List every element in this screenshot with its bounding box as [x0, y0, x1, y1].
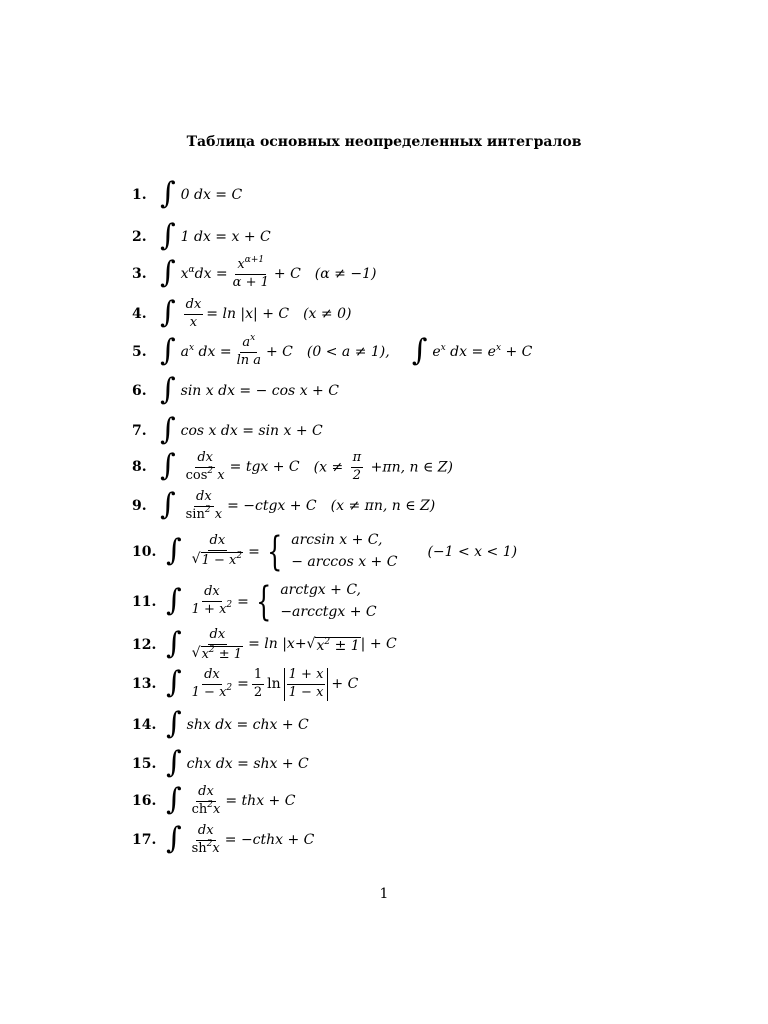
formula-fraction: $\frac{dx}{\sin^2 x}$	[185, 489, 223, 522]
integral-sign-icon: ∫	[166, 626, 182, 662]
formula-row-4	[132, 295, 352, 331]
formula-equals: =	[237, 676, 249, 693]
formula-number: 6.	[132, 383, 147, 399]
formula-body: cos x dx = sin x + C	[180, 423, 323, 439]
formula-fraction: $\frac{dx}{ch^2x}$	[191, 784, 221, 817]
integral-sign-icon: ∫	[166, 821, 182, 857]
formula-body: 0 dx = C	[180, 187, 243, 203]
integral-sign-icon: ∫	[166, 782, 182, 818]
formula-rhs: + C	[273, 266, 301, 283]
formula-number: 15.	[132, 756, 157, 772]
integral-sign-icon: ∫	[160, 295, 176, 331]
formula-row-17	[132, 821, 315, 857]
formula-row-9	[132, 487, 436, 523]
formula-row-5	[132, 333, 533, 369]
formula-rhs: = ln |x| + C	[206, 306, 290, 323]
formula-fraction: $\frac{dx}{\cos^2 x}$	[185, 450, 225, 483]
formula-extra: $e^x$ dx = $e^x + C$	[432, 343, 533, 361]
formula-fraction: dx √ $x^2 \pm 1$	[191, 627, 243, 662]
formula-number: 17.	[132, 832, 157, 849]
formula-row-16	[132, 782, 296, 818]
integral-sign-icon: ∫	[166, 706, 182, 741]
formula-row-7	[132, 412, 323, 447]
formula-body: 1 dx = x + C	[180, 229, 271, 245]
formula-fraction: dx √ $1 - x^2$	[191, 533, 243, 569]
formula-condition: (x ≠ $\frac{\pi}{2}$ +πn, n ∈ Z)	[313, 450, 453, 483]
formula-row-15	[132, 745, 309, 780]
formula-body: shx dx = chx + C	[186, 717, 309, 733]
formula-lhs: $x^\alpha dx$ =	[180, 265, 228, 283]
formula-rhs: = tgx + C	[229, 459, 300, 476]
integral-sign-icon: ∫	[166, 532, 182, 568]
integral-sign-icon: ∫	[160, 487, 176, 523]
formula-number: 3.	[132, 266, 147, 283]
formula-number: 8.	[132, 459, 147, 476]
formula-number: 12.	[132, 637, 157, 654]
formula-fraction: $\frac{dx}{sh^2x}$	[191, 823, 220, 856]
formula-half: $\frac{1}{2}$	[253, 667, 263, 700]
formula-body: chx dx = shx + C	[186, 756, 309, 772]
formula-condition: (x ≠ 0)	[303, 306, 352, 323]
formula-number: 1.	[132, 187, 147, 203]
formula-rhs: + C	[266, 344, 293, 361]
formula-cases: arctgx + C, −arcctgx + C	[280, 582, 377, 620]
formula-fraction: $\frac{x^{\alpha+1}}{\alpha + 1}$	[232, 255, 269, 290]
integral-sign-icon: ∫	[166, 745, 182, 780]
page-title: Таблица основных неопределенных интегралов	[186, 134, 582, 150]
formula-row-2	[132, 218, 271, 253]
integral-sign-icon: ∫	[160, 333, 176, 369]
formula-equals: =	[248, 543, 260, 560]
formula-condition: (x ≠ πn, n ∈ Z)	[330, 498, 436, 515]
formula-number: 7.	[132, 423, 147, 439]
integral-sign-icon: ∫	[160, 255, 176, 291]
formula-row-3	[132, 255, 377, 291]
formula-row-13	[132, 665, 359, 701]
formula-condition: (α ≠ −1)	[314, 266, 377, 283]
formula-rhs: = thx + C	[225, 793, 296, 810]
formula-number: 5.	[132, 344, 147, 361]
formula-abs: $\frac{1 + x}{1 - x}$	[284, 668, 329, 701]
page-number: 1	[379, 886, 389, 902]
formula-number: 2.	[132, 229, 147, 245]
integral-sign-icon: ∫	[160, 218, 176, 253]
formula-condition: (−1 < x < 1)	[427, 543, 518, 560]
formula-number: 4.	[132, 306, 147, 323]
formula-ln: ln	[267, 676, 281, 693]
integral-sign-icon: ∫	[166, 665, 182, 701]
formula-number: 10.	[132, 543, 157, 560]
left-brace-icon: {	[266, 528, 283, 575]
formula-condition: (0 < a ≠ 1),	[306, 344, 390, 361]
formula-number: 13.	[132, 676, 157, 693]
integral-sign-icon: ∫	[160, 372, 176, 407]
formula-row-14	[132, 706, 309, 741]
formula-fraction: $\frac{dx}{x}$	[185, 297, 202, 330]
formula-rhs: + C	[331, 676, 359, 693]
formula-rhs: = −cthx + C	[224, 832, 315, 849]
integral-sign-icon: ∫	[160, 412, 176, 447]
integral-sign-icon: ∫	[166, 582, 182, 618]
formula-number: 14.	[132, 717, 157, 733]
integral-sign-icon: ∫	[411, 333, 428, 369]
formula-row-12	[132, 628, 397, 663]
formula-equals: =	[237, 593, 249, 610]
left-brace-icon: {	[255, 578, 272, 625]
formula-row-6	[132, 372, 339, 407]
formula-row-10	[132, 530, 517, 573]
formula-cases: arcsin x + C, − arccos x + C	[291, 532, 398, 570]
formula-row-8	[132, 448, 453, 484]
integral-sign-icon: ∫	[160, 448, 176, 484]
formula-fraction: $\frac{dx}{1 - x^2}$	[191, 667, 233, 700]
formula-row-1	[132, 176, 243, 211]
integral-sign-icon: ∫	[160, 176, 176, 211]
formula-body: sin x dx = − cos x + C	[180, 383, 339, 399]
formula-lhs: $a^x$ dx =	[180, 343, 232, 361]
formula-number: 9.	[132, 498, 147, 515]
formula-rhs: = −ctgx + C	[227, 498, 317, 515]
formula-fraction: $\frac{dx}{1 + x^2}$	[191, 584, 233, 618]
formula-rhs: = ln |x+ √ $x^2 \pm 1$ | + C	[248, 635, 397, 654]
formula-fraction: $\frac{a^x}{\text{ln a}}$	[236, 333, 261, 368]
formula-number: 11.	[132, 593, 157, 610]
formula-number: 16.	[132, 793, 157, 810]
formula-row-11	[132, 580, 377, 623]
